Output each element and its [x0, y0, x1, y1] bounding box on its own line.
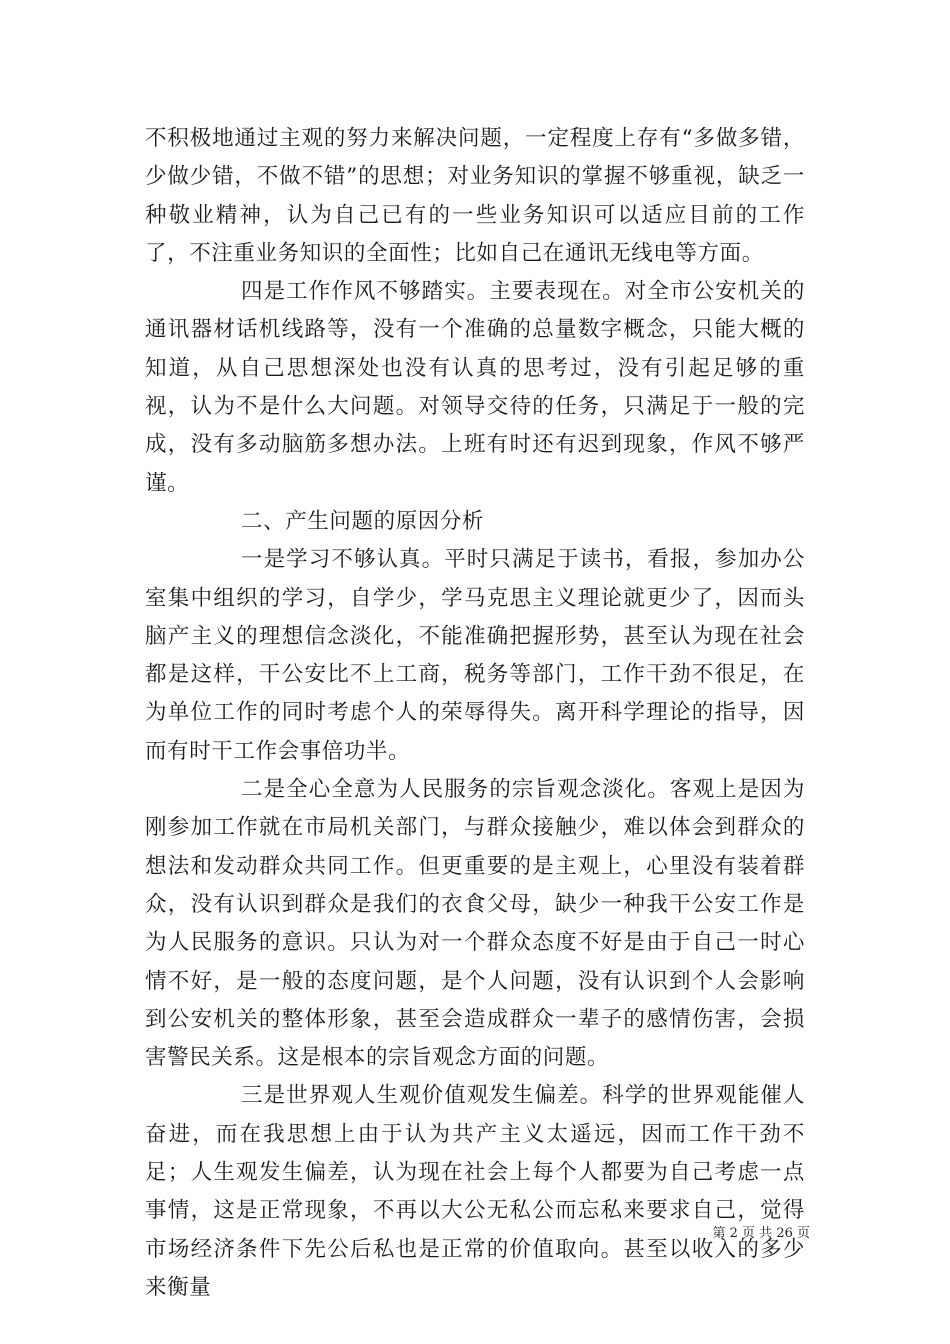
document-body [145, 120, 805, 1307]
paragraph-study: 一是学习不够认真。平时只满足于读书，看报，参加办公室集中组织的学习，自学少，学马克思主义理论就更少了，因而头脑产主义的理想信念淡化，不能准确把握形势，甚至认为现在社会都是这样，干公安比不上工商，税务等部门，工作干劲不很足，在为单位工作的同时考虑个人的荣辱得失。离开科学理论的指导，因而有时干工作会事倍功半。 [145, 547, 805, 764]
paragraph-worldview: 三是世界观人生观价值观发生偏差。科学的世界观能催人奋进，而在我思想上由于认为共产主义太遥远，因而工作干劲不足；人生观发生偏差，认为现在社会上每个人都要为自己考虑一点事情，这是正常现象，不再以大公无私公而忘私来要求自己，觉得市场经济条件下先公后私也是正常的价值取向。甚至以收入的多少来衡量 [145, 1083, 805, 1300]
paragraph-continuation: 不积极地通过主观的努力来解决问题，一定程度上存有“多做多错，少做少错，不做不错”的思想；对业务知识的掌握不够重视，缺乏一种敬业精神，认为自己已有的一些业务知识可以适应目前的工作了，不注重业务知识的全面性；比如自己在通讯无线电等方面。 [145, 126, 805, 266]
paragraph-service-purpose: 二是全心全意为人民服务的宗旨观念淡化。客观上是因为刚参加工作就在市局机关部门，与群众接触少，难以体会到群众的想法和发动群众共同工作。但更重要的是主观上，心里没有装着群众，没有认识到群众是我们的衣食父母，缺少一种我干公安工作是为人民服务的意识。只认为对一个群众态度不好是由于自己一时心情不好，是一般的态度问题，是个人问题，没有认识到个人会影响到公安机关的整体形象，甚至会造成群众一辈子的感情伤害，会损害警民关系。这是根本的宗旨观念方面的问题。 [145, 777, 805, 1071]
page-number-footer: 第 2 页 共 26 页 [712, 1226, 810, 1241]
paragraph-work-style: 四是工作作风不够踏实。主要表现在。对全市公安机关的通讯器材话机线路等，没有一个准确的总量数字概念，只能大概的知道，从自己思想深处也没有认真的思考过，没有引起足够的重视，认为不是什么大问题。对领导交待的任务，只满足于一般的完成，没有多动脑筋多想办法。上班有时还有迟到现象，作风不够严谨。 [145, 279, 805, 496]
section-heading-cause-analysis: 二、产生问题的原因分析 [241, 508, 485, 534]
